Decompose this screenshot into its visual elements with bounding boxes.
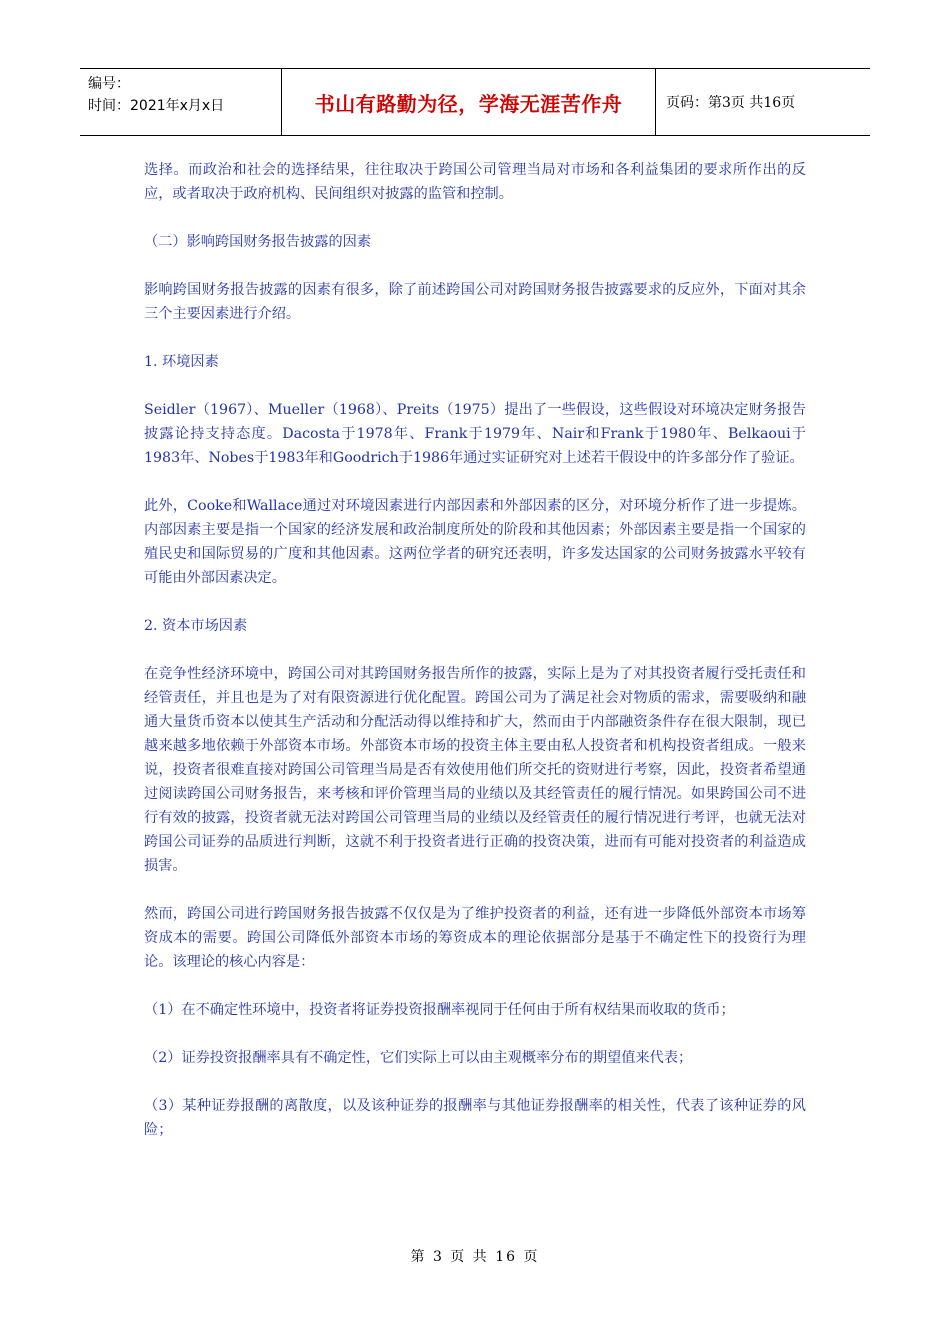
paragraph: 影响跨国财务报告披露的因素有很多，除了前述跨国公司对跨国财务报告披露要求的反应外，下面对其余三个主要因素进行介绍。 bbox=[144, 282, 806, 322]
header-meta bbox=[80, 69, 282, 135]
document-time-label: 时间：2021年x月x日 bbox=[88, 98, 225, 114]
paragraph: 在竞争性经济环境中，跨国公司对其跨国财务报告所作的披露，实际上是为了对其投资者履行受托责任和经管责任，并且也是为了对有限资源进行优化配置。跨国公司为了满足社会对物质的需求，需要吸纳和融通大量货币资本以使其生产活动和分配活动得以维持和扩大，然而由于内部融资条件存在很大限制，现已越来越多地依赖于外部资本市场。外部资本市场的投资主体主要由私人投资者和机构投资者组成。一般来说，投资者很难直接对跨国公司管理当局是否有效使用他们所交托的资财进行考察，因此，投资者希望通过阅读跨国公司财务报告，来考核和评价管理当局的业绩以及其经管责任的履行情况。如果跨国公司不进行有效的披露，投资者就无法对跨国公司管理当局的业绩以及经管责任的履行情况进行考评，也就无法对跨国公司证券的品质进行判断，这就不利于投资者进行正确的投资决策，进而有可能对投资者的利益造成损害。 bbox=[144, 666, 806, 874]
list-item: （3）某种证券报酬的离散度，以及该种证券的报酬率与其他证券报酬率的相关性，代表了该种证券的风险； bbox=[144, 1098, 806, 1138]
page-header bbox=[80, 68, 870, 136]
header-page-info: 页码：第3页 共16页 bbox=[666, 95, 796, 111]
header-motto: 书山有路勤为径，学海无涯苦作舟 bbox=[282, 69, 656, 135]
paragraph: 然而，跨国公司进行跨国财务报告披露不仅仅是为了维护投资者的利益，还有进一步降低外部资本市场筹资成本的需要。跨国公司降低外部资本市场的筹资成本的理论依据部分是基于不确定性下的投资行为理论。该理论的核心内容是： bbox=[144, 906, 806, 970]
paragraph: 此外，Cooke和Wallace通过对环境因素进行内部因素和外部因素的区分，对环境分析作了进一步提炼。内部因素主要是指一个国家的经济发展和政治制度所处的阶段和其他因素；外部因素主要是指一个国家的殖民史和国际贸易的广度和其他因素。这两位学者的研究还表明，许多发达国家的公司财务披露水平较有可能由外部因素决定。 bbox=[144, 498, 806, 586]
list-item: （1）在不确定性环境中，投资者将证券投资报酬率视同于任何由于所有权结果而收取的货币； bbox=[144, 1002, 735, 1018]
subsection-heading: 2. 资本市场因素 bbox=[144, 618, 248, 634]
document-body bbox=[144, 158, 806, 1166]
section-heading: （二）影响跨国财务报告披露的因素 bbox=[144, 234, 372, 250]
paragraph: 选择。而政治和社会的选择结果，往往取决于跨国公司管理当局对市场和各利益集团的要求所作出的反应，或者取决于政府机构、民间组织对披露的监管和控制。 bbox=[144, 162, 806, 202]
page-footer: 第 3 页 共 16 页 bbox=[410, 1249, 540, 1265]
document-number-label: 编号： bbox=[88, 76, 130, 92]
list-item: （2）证券投资报酬率具有不确定性，它们实际上可以由主观概率分布的期望值来代表； bbox=[144, 1050, 693, 1066]
paragraph: Seidler（1967）、Mueller（1968）、Preits（1975）提出了一些假设，这些假设对环境决定财务报告披露论持支持态度。Dacosta于1978年、Frank于1979年、Nair和Frank于1980年、Belkaoui于1983年、Nobes于1983年和Goodrich于1986年通过实证研究对上述若干假设中的许多部分作了验证。 bbox=[144, 402, 806, 466]
subsection-heading: 1. 环境因素 bbox=[144, 354, 219, 370]
